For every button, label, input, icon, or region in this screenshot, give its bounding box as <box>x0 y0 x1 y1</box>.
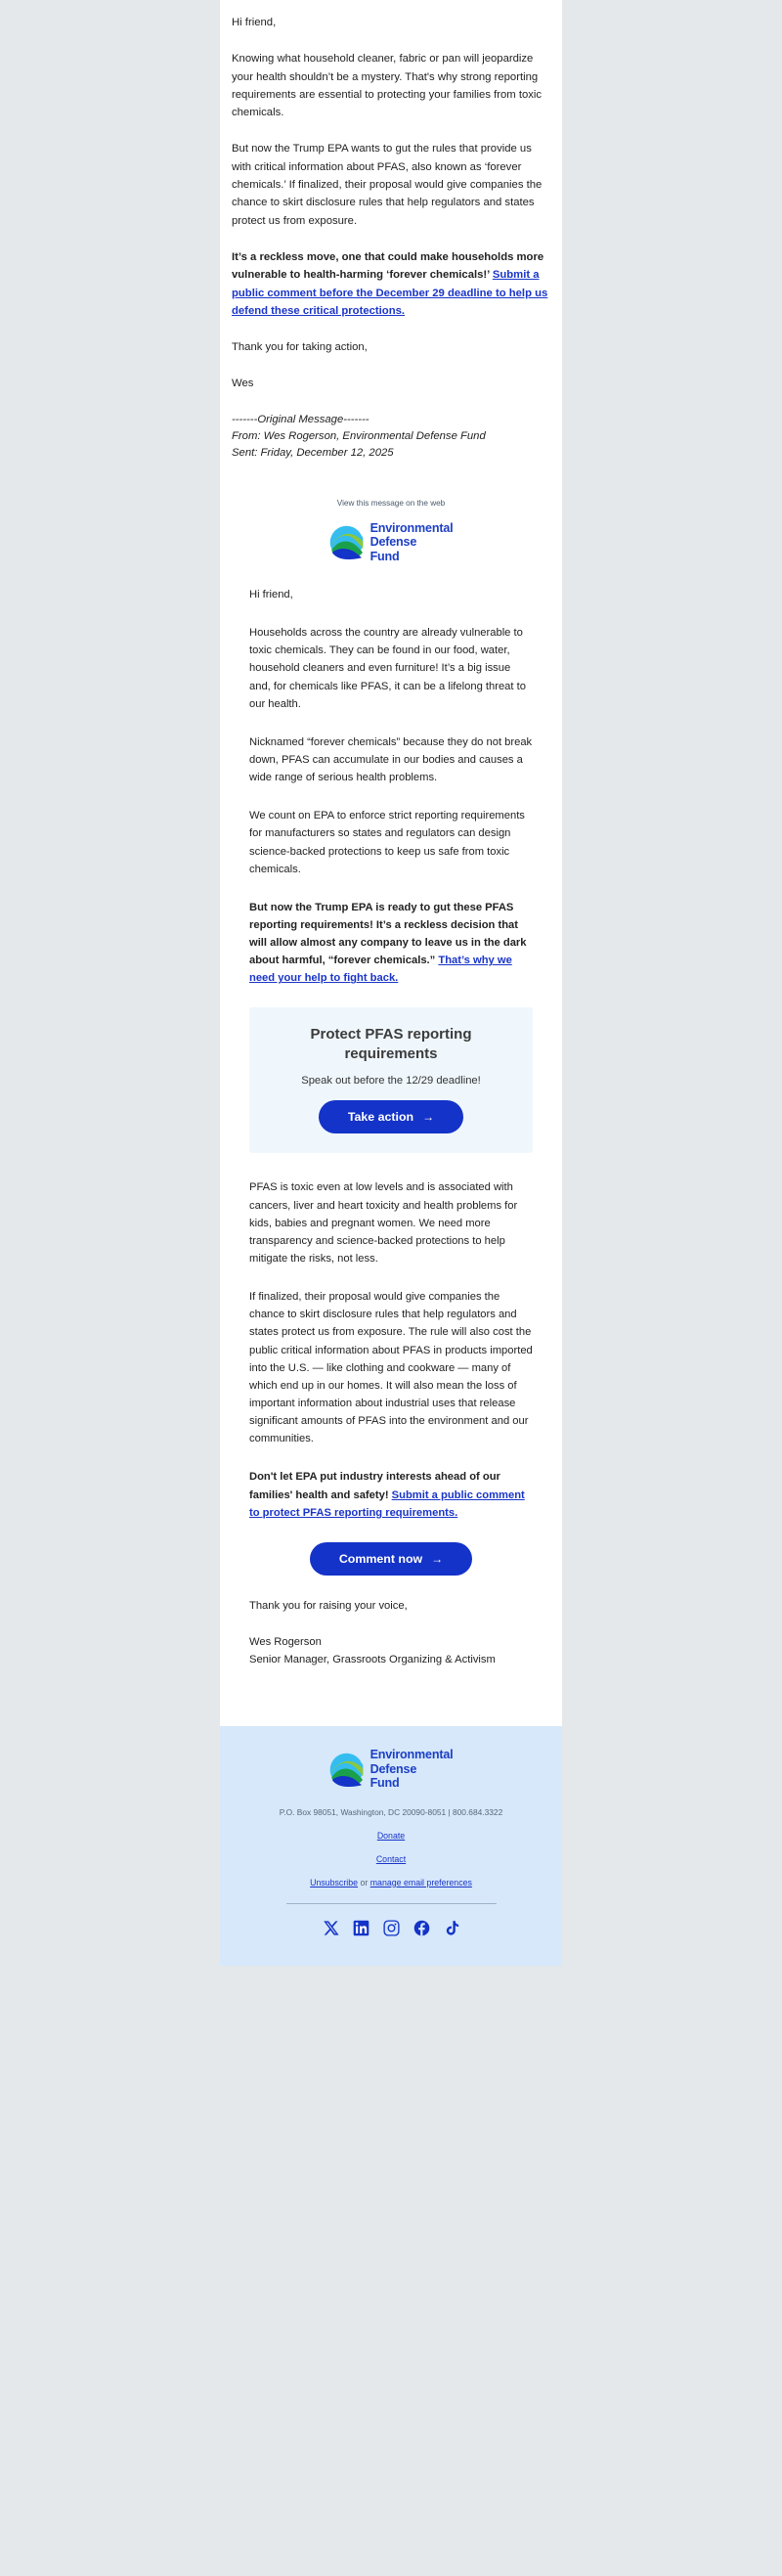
arrow-right-icon: → <box>422 1110 435 1125</box>
fight-back-link[interactable]: That’s why we need your help to fight back. <box>249 955 512 985</box>
campaign-paragraph-4 <box>249 899 533 988</box>
comment-now-button-label: Comment now <box>338 1551 423 1566</box>
campaign-paragraph-6: If finalized, their proposal would give companies the chance to skirt disclosure rules that help regulators and states protect us from exposure. The rule will also cost the public critical information about PFAS in products imported into the U.S. — like clothing and cookware — many of which end up in our homes. It will also mean the loss of important information about industrial uses that release significant amounts of PFAS into the environment and our communities. <box>249 1291 533 1445</box>
campaign-paragraph-1: Households across the country are already vulnerable to toxic chemicals. They can be found in our food, water, household cleaners and even furniture! It’s a big issue and, for chemicals like PFAS, it can be a lifelong threat to our health. <box>249 627 526 710</box>
forwarded-signature: Wes <box>232 378 254 390</box>
cta-subtitle: Speak out before the 12/29 deadline! <box>301 1075 481 1088</box>
campaign-email <box>220 477 562 1727</box>
submit-comment-protect-link[interactable]: Submit a public comment to protect PFAS reporting requirements. <box>249 1488 525 1519</box>
campaign-signoff <box>220 1597 562 1668</box>
arrow-right-icon-2: → <box>431 1551 444 1566</box>
social-links <box>239 1920 543 1936</box>
cta-card <box>249 1007 533 1153</box>
edf-logo-line-2: Defense <box>369 535 417 550</box>
edf-footer-logo-line-3: Fund <box>369 1776 400 1791</box>
edf-logo-footer-link[interactable] <box>329 1748 454 1791</box>
forwarded-bold-text: It’s a reckless move, one that could make households more vulnerable to health-harming ‘forever chemicals!’ <box>232 250 544 282</box>
edf-footer-logo-line-1: Environmental <box>369 1748 454 1762</box>
forwarded-message <box>220 0 562 477</box>
campaign-signature-block <box>249 1633 533 1668</box>
original-message-header-block <box>232 412 550 462</box>
campaign-paragraph-2: Nicknamed “forever chemicals” because they do not break down, PFAS can accumulate in our bodies and causes a wide range of serious health problems. <box>249 735 533 784</box>
facebook-icon[interactable] <box>413 1920 430 1936</box>
unsubscribe-link[interactable]: Unsubscribe <box>310 1877 359 1888</box>
forwarded-paragraph-1: Knowing what household cleaner, fabric or pan will jeopardize your health shouldn’t be a mystery. That's why strong reporting requirements are essential to protecting your families from toxic chemicals. <box>232 53 543 119</box>
edf-logo-wordmark <box>370 521 454 564</box>
x-twitter-icon[interactable] <box>323 1920 339 1936</box>
footer-address: P.O. Box 98051, Washington, DC 20090-8051 | 800.684.3322 <box>279 1806 503 1817</box>
view-on-web-row <box>220 477 562 508</box>
original-message-sent: Sent: Friday, December 12, 2025 <box>232 446 394 459</box>
unsubscribe-or-text: or <box>358 1877 370 1888</box>
forwarded-paragraph-3 <box>232 248 550 320</box>
forwarded-paragraph-2: But now the Trump EPA wants to gut the rules that provide us with critical information about PFAS, also known as ‘forever chemicals.’ If finalized, their proposal would give companies the chance to skirt disclosure rules that help regulators and states protect us from exposure. <box>232 143 543 227</box>
edf-logo-line-1: Environmental <box>369 520 454 535</box>
unsubscribe-row <box>239 1878 543 1888</box>
campaign-bold-text-1: But now the Trump EPA is ready to gut these PFAS reporting requirements! It’s a reckless decision that will allow almost any company to leave us in the dark about harmful, “forever chemicals.” <box>249 901 527 967</box>
edf-logo-footer <box>239 1748 543 1806</box>
signature-name: Wes Rogerson <box>249 1636 322 1649</box>
edf-globe-icon <box>329 525 364 559</box>
body-bottom-spacer <box>220 1687 562 1726</box>
edf-logo-line-3: Fund <box>369 549 400 563</box>
campaign-closing: Thank you for raising your voice, <box>249 1599 408 1612</box>
original-message-from: From: Wes Rogerson, Environmental Defense Fund <box>232 429 486 442</box>
campaign-paragraph-7 <box>249 1468 533 1521</box>
instagram-icon[interactable] <box>383 1920 400 1936</box>
original-message-divider-text: -------Original Message------- <box>232 413 369 425</box>
campaign-greeting: Hi friend, <box>249 588 293 600</box>
campaign-body <box>220 582 562 988</box>
cta-title: Protect PFAS reporting requirements <box>310 1026 472 1062</box>
edf-logo[interactable] <box>329 521 454 564</box>
manage-preferences-link[interactable]: manage email preferences <box>369 1877 472 1888</box>
contact-link[interactable]: Contact <box>375 1853 407 1864</box>
linkedin-icon[interactable] <box>353 1920 369 1936</box>
edf-globe-icon-footer <box>329 1753 364 1787</box>
footer-divider <box>286 1903 497 1904</box>
edf-footer-logo-line-2: Defense <box>369 1761 417 1776</box>
email-footer <box>220 1726 562 1965</box>
view-on-web-link[interactable]: View this message on the web <box>336 498 446 508</box>
take-action-button[interactable] <box>319 1100 463 1133</box>
forwarded-greeting: Hi friend, <box>232 17 277 28</box>
take-action-button-label: Take action <box>347 1110 414 1125</box>
campaign-body-2 <box>220 1175 562 1521</box>
campaign-paragraph-3: We count on EPA to enforce strict reporting requirements for manufacturers so states and regulators can design science-backed protections to keep us safe from toxic chemicals. <box>249 810 525 875</box>
donate-link[interactable]: Donate <box>376 1830 406 1841</box>
comment-now-button[interactable] <box>310 1542 472 1576</box>
submit-public-comment-link[interactable]: Submit a public comment before the December 29 deadline to help us defend these critical protections. <box>232 269 548 317</box>
campaign-paragraph-5: PFAS is toxic even at low levels and is associated with cancers, liver and heart toxicity and health problems for kids, babies and pregnant women. We need more transparency and science-backed protections to help mitigate the risks, not less. <box>249 1181 518 1266</box>
email-container <box>220 0 562 1966</box>
signature-role: Senior Manager, Grassroots Organizing & Activism <box>249 1654 496 1666</box>
tiktok-icon[interactable] <box>444 1920 460 1936</box>
campaign-bold-text-2: Don't let EPA put industry interests ahead of our families' health and safety! <box>249 1471 500 1501</box>
edf-logo-header <box>220 508 562 582</box>
edf-footer-wordmark <box>370 1748 454 1791</box>
comment-now-row <box>220 1542 562 1576</box>
forwarded-thanks: Thank you for taking action, <box>232 341 368 354</box>
